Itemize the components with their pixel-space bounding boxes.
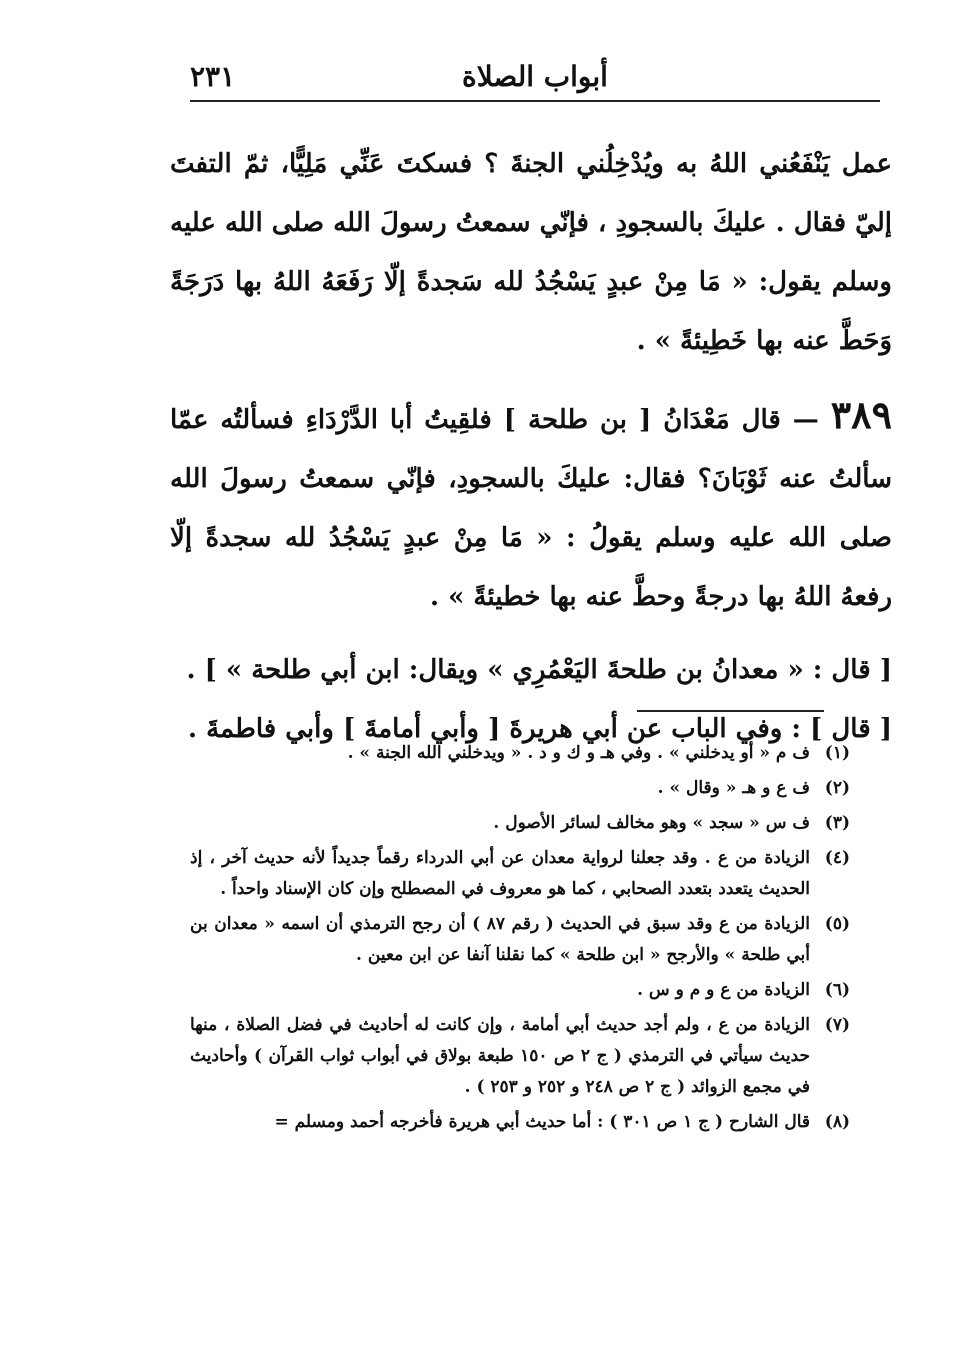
footnote [190,1107,850,1138]
running-title: أبواب الصلاة [462,60,608,93]
paragraph-1: عمل يَنْفَعُني اللهُ به ويُدْخِلُني الجنةَ ؟ فسكتَ عَنِّي مَلِيًّا، ثمّ التفتَ إليّ فقال . عليكَ بالسجودِ ، فإنّي سمعتُ رسولَ الله صلى الله عليه وسلم يقول: « مَا مِنْ عبدٍ يَسْجُدُ لله سَجدةً إلّا رَفَعَهُ اللهُ بها دَرَجَةً وَحَطَّ عنه بها خَطِيئةً » . [170,149,892,356]
paragraph-389 [170,385,892,627]
footnote [190,1010,850,1103]
bracket-note-2: [ قال ] : وفي الباب عن أبي هريرةَ [ وأبي أمامةَ ] وأبي فاطمةَ . [188,714,892,744]
bracket-note-1: [ قال : « معدانُ بن طلحةَ اليَعْمُرِي » ويقال: ابن أبي طلحة » ] . [186,655,892,685]
footnote-text: الزيادة من ع . وقد جعلنا لرواية معدان عن أبي الدرداء رقماً جديداً لأنه حديث آخر ، إذ الحديث يتعدد بتعدد الصحابي ، كما هو معروف في المصطلح وإن كان الإسناد واحداً . [190,848,810,899]
page-number: ٢٣١ [190,60,236,93]
footnote [190,808,850,839]
footnote [190,738,850,769]
footnote-text: قال الشارح ( ج ١ ص ٣٠١ ) : أما حديث أبي هريرة فأخرجه أحمد ومسلم = [274,1112,810,1132]
footnote-number: (٢) [824,778,850,798]
footnote-number: (٧) [824,1015,850,1035]
footnote-number: (١) [824,743,850,763]
footnote [190,773,850,804]
footnote [190,909,850,971]
header-rule [190,100,880,102]
footnote-text: ف ع و هـ « وقال » . [657,778,810,798]
footnote-separator [637,710,824,712]
hadith-number: ٣٨٩ [830,392,892,437]
footnote-number: (٤) [824,848,850,868]
footnote-text: الزيادة من ع وقد سبق في الحديث ( رقم ٨٧ ) أن رجح الترمذي أن اسمه « معدان بن أبي طلحة » والأرجح « ابن طلحة » كما نقلنا آنفا عن ابن معين . [190,914,811,965]
footnote-text: الزيادة من ع و م و س . [637,980,810,1000]
paragraph-389-text: — قال مَعْدَانُ [ بن طلحة ] فلقِيتُ أبا الدَّرْدَاءِ فسألتُه عمّا سألتُ عنه ثَوْبَانَ؟ فقال: عليكَ بالسجودِ، فإنّي سمعتُ رسولَ الله صلى الله عليه وسلم يقولُ : « مَا مِنْ عبدٍ يَسْجُدُ لله سجدةً إلّا رفعهُ اللهُ بها درجةً وحطَّ عنه بها خطيئةً » . [170,405,892,612]
footnote-number: (٥) [824,914,850,934]
footnote-text: الزيادة من ع ، ولم أجد حديث أبي أمامة ، وإن كانت له أحاديث في فضل الصلاة ، منها حديث سيأتي في الترمذي ( ج ٢ ص ١٥٠ طبعة بولاق في أبواب ثواب القرآن ) وأحاديث في مجمع الزوائد ( ج ٢ ص ٢٤٨ و ٢٥٢ و ٢٥٣ ) . [190,1015,810,1097]
footnote-text: ف س « سجد » وهو مخالف لسائر الأصول . [493,813,810,833]
footnote [190,975,850,1006]
main-text [170,135,892,759]
footnote-text: ف م « أو يدخلني » . وفي هـ و ك و د . « ويدخلني الله الجنة » . [347,743,810,763]
footnote-number: (٣) [824,813,850,833]
footnote-number: (٨) [824,1112,850,1132]
footnote-number: (٦) [824,980,850,1000]
footnote [190,843,850,905]
footnotes [190,738,850,1142]
page-header [190,60,880,100]
